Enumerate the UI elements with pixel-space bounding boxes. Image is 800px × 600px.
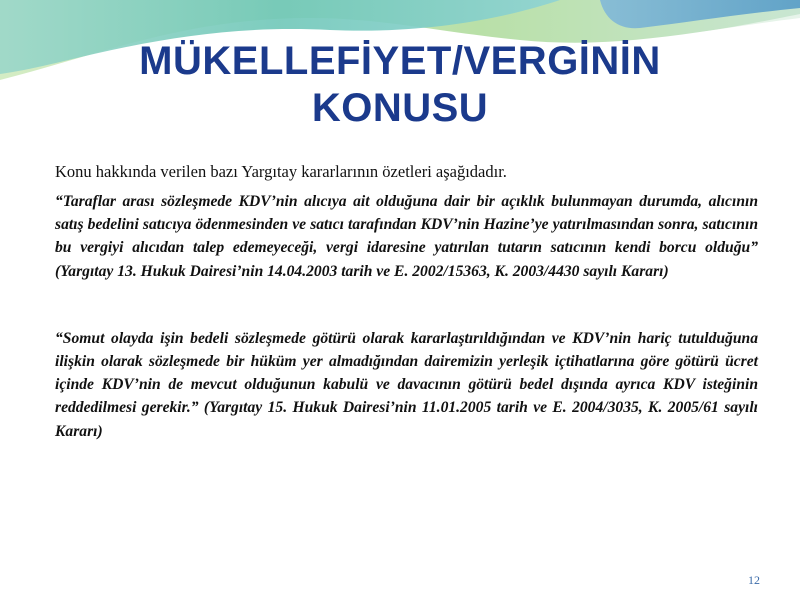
page-number: 12: [748, 573, 760, 587]
court-decision-quote-2: “Somut olayda işin bedeli sözleşmede götürü olarak kararlaştırıldığından ve KDV’nin hariç tutulduğuna ilişkin olarak sözleşmede bir hüküm yer almadığından dairemizin yerleşik içtihatlarına göre götürü ücret içinde KDV’nin de mevcut olduğunun kabulü ve davacının götürü bedel dışında ayrıca KDV isteğinin reddedilmesi gerekir.” (Yargıtay 15. Hukuk Dairesi’nin 11.01.2005 tarih ve E. 2004/3035, K. 2005/61 sayılı Kararı): [55, 329, 758, 440]
intro-text: Konu hakkında verilen bazı Yargıtay kararlarının özetleri aşağıdadır.: [55, 162, 507, 181]
slide-title-line-1: MÜKELLEFİYET/VERGİNİN: [139, 39, 661, 83]
slide-body: [55, 160, 758, 443]
court-decision-quote-1: “Taraflar arası sözleşmede KDV’nin alıcıya ait olduğuna dair bir açıklık bulunmayan durumda, alıcının satış bedelini satıcıya ödenmesinden ve satıcı tarafından KDV’nin Hazine’ye yatırılmasından sonra, satıcının bu vergiyi alıcıdan talep edemeyeceği, vergi idaresine yatırılan tutarın satıcının kendi borcu olduğu” (Yargıtay 13. Hukuk Dairesi’nin 14.04.2003 tarih ve E. 2002/15363, K. 2003/4430 sayılı Kararı): [55, 193, 758, 280]
slide-title: [90, 38, 710, 132]
slide-title-line-2: KONUSU: [311, 86, 489, 130]
